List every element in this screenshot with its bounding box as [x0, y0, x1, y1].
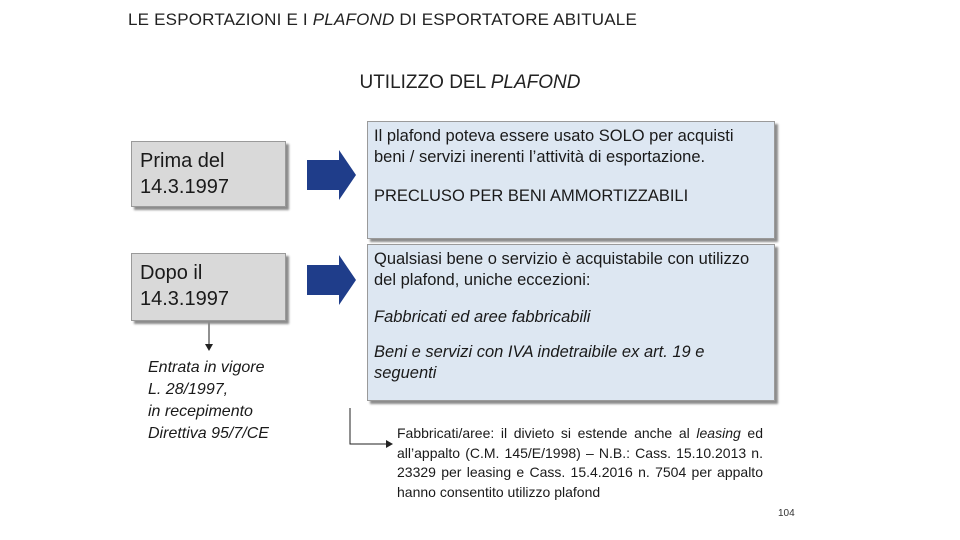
- law-note-line2: L. 28/1997,: [148, 381, 229, 398]
- after-rule-text: Qualsiasi bene o servizio è acquistabile con utilizzo del plafond, uniche eccezioni:: [374, 250, 750, 289]
- elbow-connector-line: [350, 408, 388, 444]
- subtitle-italic: PLAFOND: [490, 72, 581, 93]
- note-text-1: Fabbricati/aree: il divieto si estende anche al: [397, 425, 697, 441]
- before-rule-box: [367, 121, 775, 239]
- header-text-1: LE ESPORTAZIONI E I: [128, 10, 313, 29]
- after-exception-1: Fabbricati ed aree fabbricabili: [374, 308, 591, 326]
- elbow-arrow-icon: [386, 440, 393, 448]
- before-date-box: [131, 141, 286, 207]
- law-note: [148, 357, 269, 445]
- after-label-line2: 14.3.1997: [140, 288, 229, 310]
- subtitle-text: UTILIZZO DEL: [359, 72, 491, 93]
- header-text-2: DI ESPORTATORE ABITUALE: [394, 10, 638, 29]
- note-text-2: ed all’appalto (C.M. 145/E/1998) – N.B.: Cass. 15.10.2013 n. 23329 per leasing e Cass. 15.4.2016 n. 7504 per appalto hanno consentito utilizzo plafond: [397, 425, 763, 500]
- before-rule-text: Il plafond poteva essere usato SOLO per acquisti beni / servizi inerenti l’attività di esportazione.: [374, 127, 734, 166]
- arrow-right-icon: [307, 150, 356, 200]
- jurisprudence-note: [397, 424, 763, 502]
- law-note-line1: Entrata in vigore: [148, 359, 265, 376]
- before-exclusion: PRECLUSO PER BENI AMMORTIZZABILI: [374, 187, 689, 205]
- law-note-line4: Direttiva 95/7/CE: [148, 425, 269, 442]
- after-rule-box: [367, 244, 775, 401]
- before-label-line2: 14.3.1997: [140, 176, 229, 198]
- before-label-line1: Prima del: [140, 150, 225, 172]
- note-text-italic: leasing: [696, 425, 741, 441]
- down-arrow-icon: [205, 344, 213, 351]
- header-text-italic: PLAFOND: [312, 10, 395, 29]
- page-number: 104: [778, 508, 795, 519]
- law-note-line3: in recepimento: [148, 403, 253, 420]
- arrow-right-icon: [307, 255, 356, 305]
- after-exception-2: Beni e servizi con IVA indetraibile ex art. 19 e seguenti: [374, 343, 705, 382]
- after-date-box: [131, 253, 286, 321]
- after-label-line1: Dopo il: [140, 262, 203, 284]
